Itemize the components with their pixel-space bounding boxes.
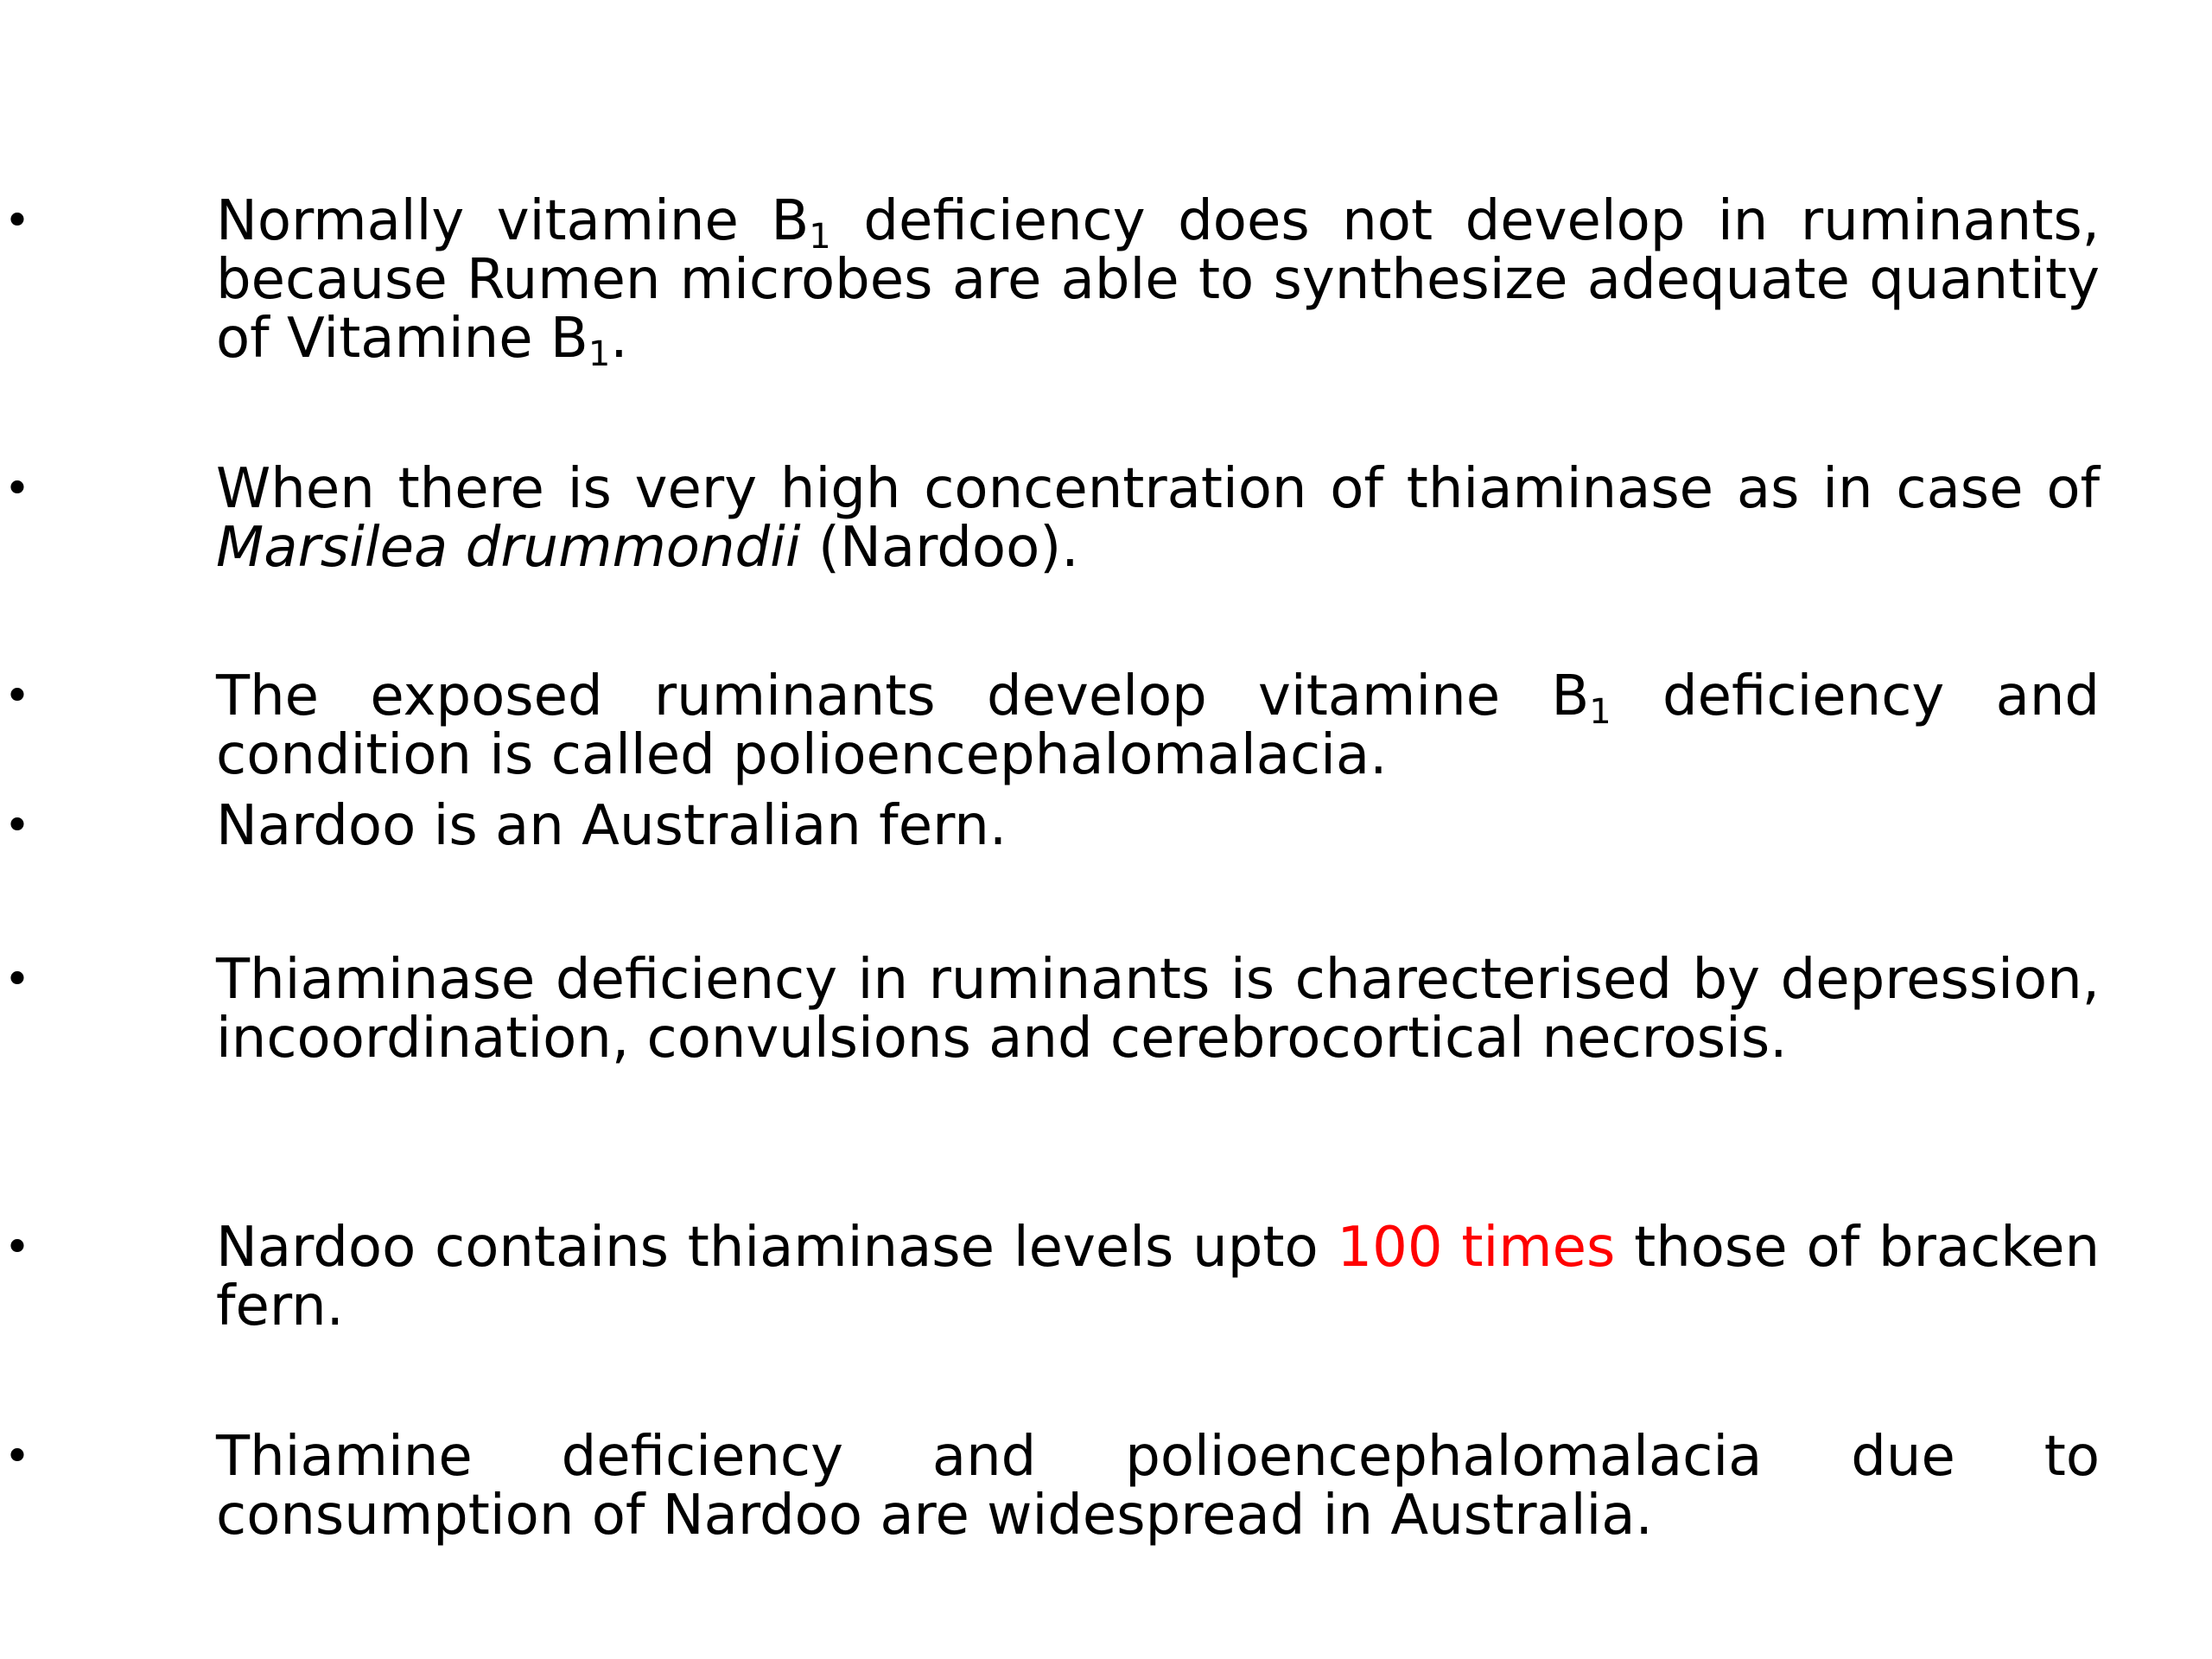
bullet-icon: • (3, 671, 31, 722)
bullet-text (216, 189, 2101, 374)
text-segment: When there is very high concentration of thiaminase as in case of (216, 457, 2100, 521)
bullet-text (216, 664, 2101, 787)
bullet-icon: • (3, 1431, 31, 1483)
bullet-icon: • (3, 800, 31, 852)
bullet-icon: • (3, 954, 31, 1006)
text-segment: deficiency and condition is called polioencephalomalacia. (216, 664, 2101, 787)
bullet-item-2 (3, 457, 2100, 580)
text-segment: The exposed ruminants develop vitamine B (216, 664, 1590, 728)
text-segment: those of bracken fern. (216, 1216, 2101, 1338)
text-segment: (Nardoo). (800, 516, 1079, 580)
subscript: 1 (588, 334, 611, 374)
bullet-item-7 (3, 1425, 2100, 1548)
highlight-text: 100 times (1337, 1216, 1616, 1280)
bullet-text: Nardoo is an Australian fern. (216, 794, 1007, 858)
bullet-item-4 (3, 794, 2100, 858)
bullet-item-1 (3, 189, 2101, 374)
bullet-icon: • (3, 463, 31, 515)
species-name: Marsilea drummondii (216, 516, 801, 580)
bullet-text (216, 457, 2100, 580)
text-segment: deficiency does not develop in ruminants, because Rumen microbes are able to synthesize adequate quantity of Vitamine B (216, 189, 2101, 371)
bullet-text (216, 1218, 2100, 1336)
bullet-icon: • (3, 195, 31, 247)
bullet-item-3 (3, 664, 2101, 787)
subscript: 1 (809, 217, 831, 257)
bullet-item-5 (3, 948, 2100, 1071)
text-segment: Nardoo contains thiaminase levels upto (216, 1216, 1338, 1280)
subscript: 1 (1589, 692, 1611, 732)
bullet-text: Thiamine deficiency and polioencephalomalacia due to consumption of Nardoo are widespread in Australia. (216, 1425, 2100, 1548)
bullet-icon: • (3, 1222, 31, 1274)
text-segment: . (610, 307, 628, 371)
bullet-text: Thiaminase deficiency in ruminants is charecterised by depression, incoordination, convulsions and cerebrocortical necrosis. (216, 948, 2100, 1071)
text-segment: Normally vitamine B (216, 189, 810, 253)
bullet-item-6 (3, 1216, 2101, 1338)
